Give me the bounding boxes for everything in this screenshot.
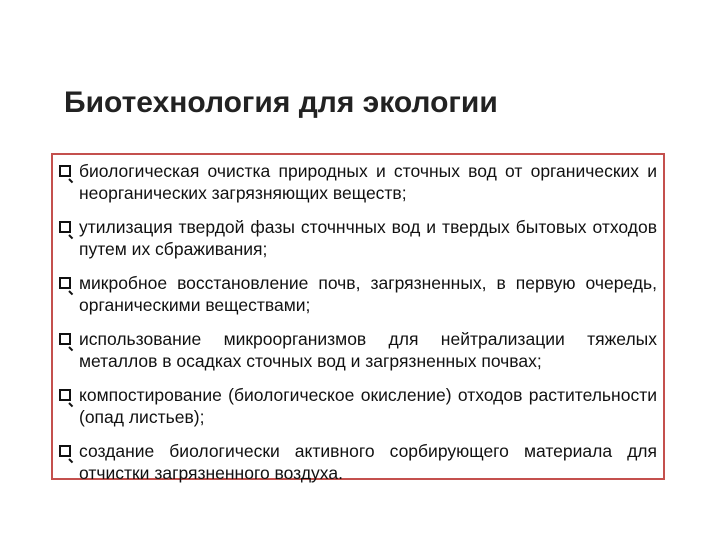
list-item bbox=[59, 328, 657, 372]
bullet-text: биологическая очистка природных и сточных вод от органических и неорганических загрязняющих веществ; bbox=[79, 161, 657, 203]
bullet-text: создание биологически активного сорбирующего материала для отчистки загрязненного воздуха. bbox=[79, 441, 657, 483]
checkbox-bullet-icon bbox=[59, 389, 71, 401]
list-item bbox=[59, 160, 657, 204]
bullet-text: использование микроорганизмов для нейтрализации тяжелых металлов в осадках сточных вод и загрязненных почвах; bbox=[79, 329, 657, 371]
bullet-text: компостирование (биологическое окисление) отходов растительности (опад листьев); bbox=[79, 385, 657, 427]
slide-title: Биотехнология для экологии bbox=[64, 86, 498, 119]
checkbox-bullet-icon bbox=[59, 221, 71, 233]
list-item bbox=[59, 272, 657, 316]
list-item bbox=[59, 384, 657, 428]
bullet-text: микробное восстановление почв, загрязненных, в первую очередь, органическими веществами; bbox=[79, 273, 657, 315]
checkbox-bullet-icon bbox=[59, 333, 71, 345]
checkbox-bullet-icon bbox=[59, 165, 71, 177]
list-item bbox=[59, 440, 657, 484]
list-item bbox=[59, 216, 657, 260]
bullet-text: утилизация твердой фазы сточнчных вод и твердых бытовых отходов путем их сбраживания; bbox=[79, 217, 657, 259]
bullet-list bbox=[59, 160, 657, 484]
checkbox-bullet-icon bbox=[59, 277, 71, 289]
content-box bbox=[51, 153, 665, 483]
checkbox-bullet-icon bbox=[59, 445, 71, 457]
